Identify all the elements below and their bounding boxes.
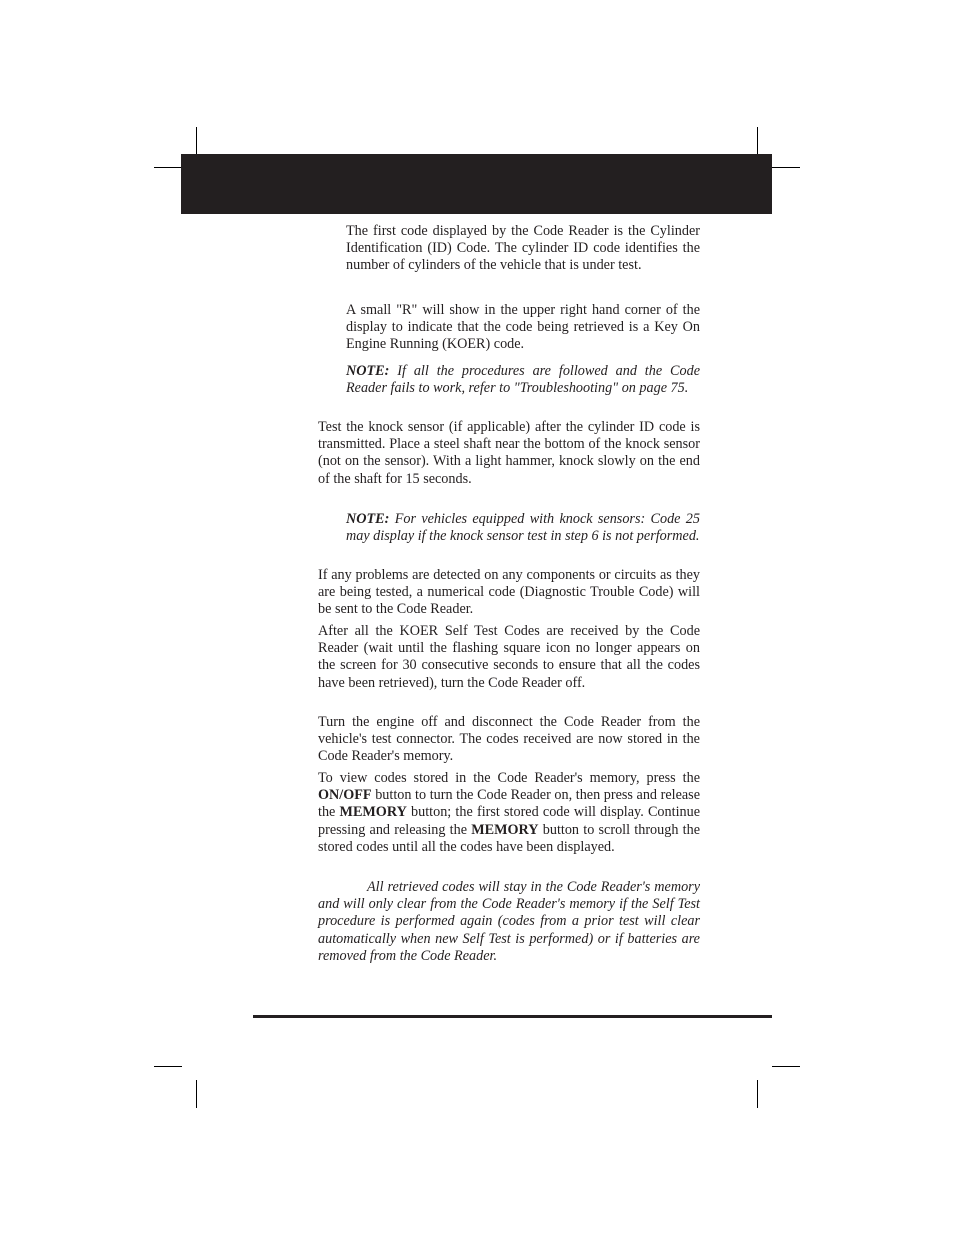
note-label: NOTE: (346, 363, 390, 379)
paragraph-memory-retention: All retrieved codes will stay in the Code Reader's memory and will only clear from the Code Reader's memory if the Self Test procedure is performed again (codes from a prior test will clear automatically when new Self Test is performed) or if batteries are removed from the Code Reader. (318, 879, 700, 964)
note-label: NOTE: (346, 511, 390, 527)
text-run: button to scroll through the stored codes until all the codes have been displayed. (318, 821, 700, 855)
paragraph-after-koer: After all the KOER Self Test Codes are received by the Code Reader (wait until the flashing square icon no longer appears on the screen for 30 consecutive seconds to ensure that all the codes have been retrieved), turn the Code Reader off. (318, 623, 700, 691)
paragraph-koer-indicator: A small "R" will show in the upper right hand corner of the display to indicate that the code being retrieved is a Key On Engine Running (KOER) code. (346, 302, 700, 353)
text-run: button to turn the Code Reader on, then press and release the (318, 787, 700, 821)
paragraph-view-memory (318, 770, 700, 856)
crop-mark-bottom-left (196, 1080, 197, 1108)
on-off-label: ON/OFF (318, 787, 372, 804)
crop-mark-top-left (196, 127, 197, 155)
text-run: button; the first stored code will display. Continue pressing and releasing the (318, 804, 700, 838)
paragraph-turn-engine-off: Turn the engine off and disconnect the Code Reader from the vehicle's test connector. The codes received are now stored in the Code Reader's memory. (318, 714, 700, 765)
crop-mark-bottom-right-h (772, 1066, 800, 1067)
crop-mark-bottom-left-h (154, 1066, 182, 1067)
crop-mark-top-right (757, 127, 758, 155)
crop-mark-top-left-h (154, 167, 182, 168)
memory-label: MEMORY (471, 821, 539, 838)
crop-mark-bottom-right (757, 1080, 758, 1108)
note-text: For vehicles equipped with knock sensors: Code 25 may display if the knock sensor test in step 6 is not performed. (346, 511, 700, 545)
paragraph-problems-detected: If any problems are detected on any components or circuits as they are being tested, a numerical code (Diagnostic Trouble Code) will be sent to the Code Reader. (318, 567, 700, 618)
footer-rule (253, 1015, 772, 1018)
crop-mark-top-right-h (772, 167, 800, 168)
note-knock-sensor (346, 511, 700, 545)
paragraph-knock-sensor: Test the knock sensor (if applicable) after the cylinder ID code is transmitted. Place a steel shaft near the bottom of the knock sensor (not on the sensor). With a light hammer, knock slowly on the end of the shaft for 15 seconds. (318, 419, 700, 487)
text-run: To view codes stored in the Code Reader's memory, press the (318, 770, 700, 786)
note-text: If all the procedures are followed and the Code Reader fails to work, refer to "Troubleshooting" on page 75. (346, 363, 700, 397)
note-troubleshooting (346, 363, 700, 397)
paragraph-cylinder-id: The first code displayed by the Code Reader is the Cylinder Identification (ID) Code. The cylinder ID code identifies the number of cylinders of the vehicle that is under test. (346, 223, 700, 274)
memory-label: MEMORY (339, 804, 407, 821)
header-bar (181, 154, 772, 214)
